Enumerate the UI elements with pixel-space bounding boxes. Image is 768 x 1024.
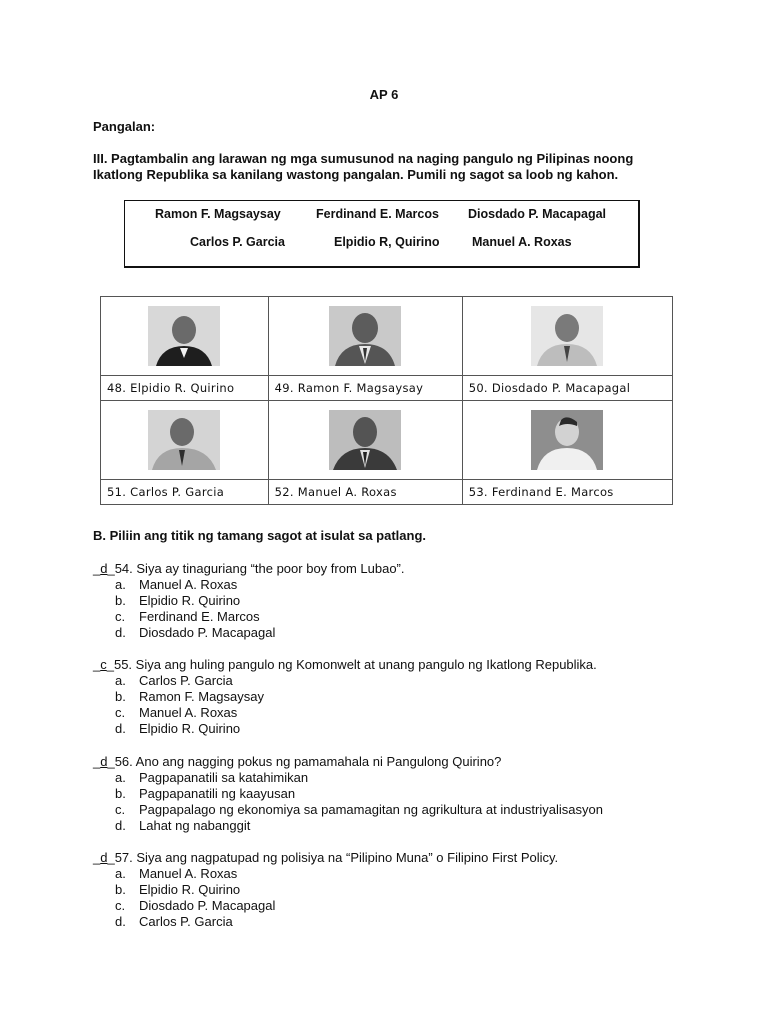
option-letter: c. <box>115 898 126 913</box>
president-photo <box>531 306 603 366</box>
option-text: Ferdinand E. Marcos <box>139 609 260 624</box>
photo-cell <box>462 401 672 480</box>
president-photo <box>148 306 220 366</box>
option-letter: a. <box>115 577 126 592</box>
section-b-instructions: B. Piliin ang titik ng tamang sagot at isulat sa patlang. <box>93 528 426 543</box>
photo-cell <box>268 401 462 480</box>
president-photo <box>531 410 603 470</box>
option <box>115 577 126 592</box>
page-title: AP 6 <box>369 87 399 102</box>
photo-cell <box>462 297 672 376</box>
question-text: 56. Ano ang nagging pokus ng pamamahala ni Pangulong Quirino? <box>114 754 502 769</box>
option-text: Ramon F. Magsaysay <box>139 689 264 704</box>
section-3-instructions <box>93 151 633 183</box>
question-text: 55. Siya ang huling pangulo ng Komonwelt at unang pangulo ng Ikatlong Republika. <box>113 657 597 672</box>
photo-caption: 49. Ramon F. Magsaysay <box>268 376 462 401</box>
option-letter: b. <box>115 593 126 608</box>
option-letter: a. <box>115 866 126 881</box>
name-label: Pangalan: <box>93 119 156 134</box>
question-text: 54. Siya ay tinaguriang “the poor boy from Lubao”. <box>114 561 405 576</box>
president-photo-grid <box>100 296 673 505</box>
answer-blank[interactable]: c <box>100 657 107 672</box>
option-letter: c. <box>115 705 126 720</box>
option-text: Carlos P. Garcia <box>139 673 233 688</box>
question-text: 57. Siya ang nagpatupad ng polisiya na “Pilipino Muna” o Filipino First Policy. <box>114 850 559 865</box>
option-letter: a. <box>115 673 126 688</box>
option-letter: d. <box>115 818 126 833</box>
president-photo <box>148 410 220 470</box>
question: _d_57. Siya ang nagpatupad ng polisiya na “Pilipino Muna” o Filipino First Policy. <box>93 850 559 865</box>
option-text: Manuel A. Roxas <box>139 705 238 720</box>
option-text: Pagpapanatili sa katahimikan <box>139 770 309 785</box>
section-3-instructions-line-2: Ikatlong Republika sa kanilang wastong pangalan. Pumili ng sagot sa loob ng kahon. <box>93 167 619 182</box>
option-text: Elpidio R. Quirino <box>139 882 241 897</box>
option-letter: d. <box>115 721 126 736</box>
option-text: Diosdado P. Macapagal <box>139 898 276 913</box>
option-letter: b. <box>115 882 126 897</box>
option-text: Lahat ng nabanggit <box>139 818 251 833</box>
choice-item: Manuel A. Roxas <box>472 235 572 249</box>
option-text: Pagpapalago ng ekonomiya sa pamamagitan ng agrikultura at industriyalisasyon <box>139 802 603 817</box>
option-text: Carlos P. Garcia <box>139 914 233 929</box>
question: _c_55. Siya ang huling pangulo ng Komonwelt at unang pangulo ng Ikatlong Republika. <box>93 657 597 672</box>
section-3-instructions-line-1: III. Pagtambalin ang larawan ng mga sumusunod na naging pangulo ng Pilipinas noong <box>93 151 634 166</box>
option-text: Manuel A. Roxas <box>139 866 238 881</box>
choice-item: Carlos P. Garcia <box>190 235 285 249</box>
choice-item: Elpidio R, Quirino <box>334 235 440 249</box>
choice-item: Ferdinand E. Marcos <box>316 207 439 221</box>
option-letter: d. <box>115 625 126 640</box>
answer-blank[interactable]: d <box>100 754 108 769</box>
option-letter: c. <box>115 802 126 817</box>
photo-caption: 53. Ferdinand E. Marcos <box>462 480 672 505</box>
photo-cell <box>268 297 462 376</box>
choice-item: Ramon F. Magsaysay <box>155 207 281 221</box>
photo-cell <box>101 297 269 376</box>
photo-cell <box>101 401 269 480</box>
option-text: Manuel A. Roxas <box>139 577 238 592</box>
question: _d_54. Siya ay tinaguriang “the poor boy from Lubao”. <box>93 561 405 576</box>
answer-blank[interactable]: d <box>100 850 108 865</box>
photo-caption: 51. Carlos P. Garcia <box>101 480 269 505</box>
option-letter: b. <box>115 689 126 704</box>
option-text: Diosdado P. Macapagal <box>139 625 276 640</box>
photo-caption: 48. Elpidio R. Quirino <box>101 376 269 401</box>
choice-item: Diosdado P. Macapagal <box>468 207 607 221</box>
option-text: Pagpapanatili ng kaayusan <box>139 786 296 801</box>
choices-box <box>124 200 640 268</box>
option-letter: c. <box>115 609 126 624</box>
option-letter: d. <box>115 914 126 929</box>
option-text: Elpidio R. Quirino <box>139 721 241 736</box>
president-photo <box>329 410 401 470</box>
answer-blank[interactable]: d <box>100 561 108 576</box>
option-letter: b. <box>115 786 126 801</box>
option-text: Elpidio R. Quirino <box>139 593 241 608</box>
question: _d_56. Ano ang nagging pokus ng pamamahala ni Pangulong Quirino? <box>93 754 502 769</box>
option-letter: a. <box>115 770 126 785</box>
photo-caption: 52. Manuel A. Roxas <box>268 480 462 505</box>
president-photo <box>329 306 401 366</box>
photo-caption: 50. Diosdado P. Macapagal <box>462 376 672 401</box>
